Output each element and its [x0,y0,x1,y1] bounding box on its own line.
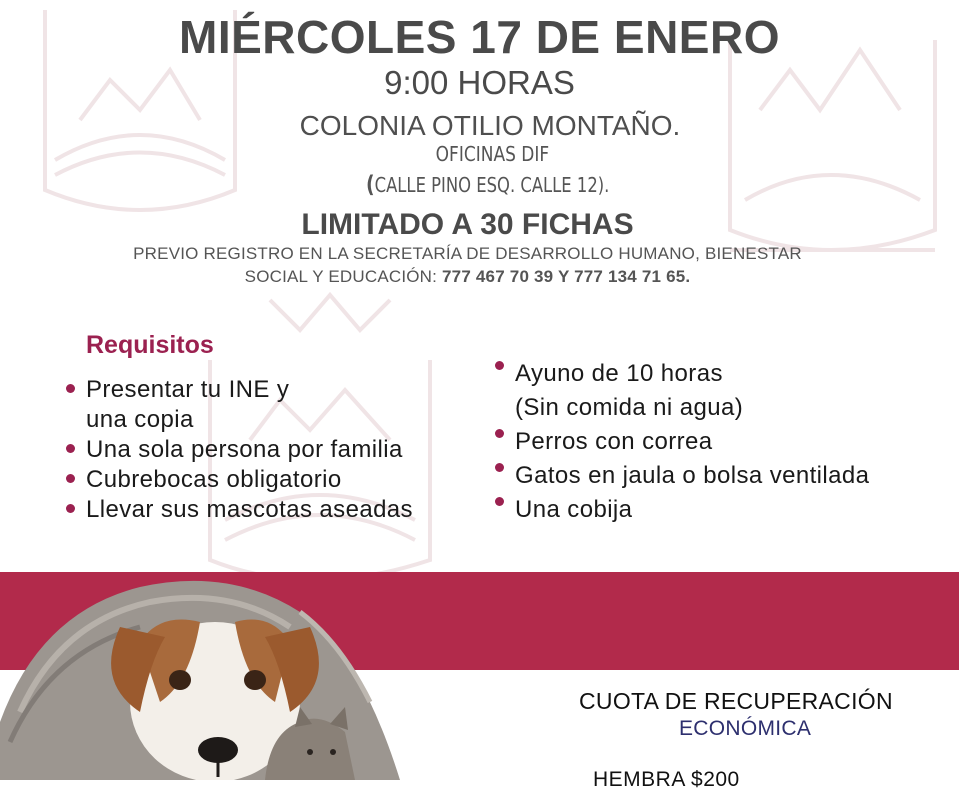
dog-and-cat-photo [0,572,470,780]
bullet-icon [495,497,504,506]
address-text: CALLE PINO ESQ. CALLE 12). [374,173,610,197]
event-office: OFICINAS DIF [435,142,550,166]
list-item [515,459,869,493]
list-item [86,495,413,525]
registration-note-prefix: SOCIAL Y EDUCACIÓN: [244,267,443,286]
requirements-left-list [86,375,413,525]
requirements-right-list [515,357,869,527]
list-item-text: una copia [86,406,194,433]
list-item [86,465,413,495]
list-item-text: Gatos en jaula o bolsa ventilada [515,462,870,489]
bullet-icon [66,474,75,483]
list-item-text: Una cobija [515,496,633,523]
event-time: 9:00 HORAS [384,64,575,101]
list-item-text: Perros con correa [515,428,713,455]
fee-title: CUOTA DE RECUPERACIÓN [579,688,893,714]
fee-subtitle: ECONÓMICA [679,717,812,740]
list-item [515,425,869,459]
event-colonia: COLONIA OTILIO MONTAÑO. [299,110,681,141]
list-item-text: Presentar tu INE y [86,376,290,403]
bullet-icon [66,444,75,453]
bullet-icon [495,429,504,438]
limit-title: LIMITADO A 30 FICHAS [301,208,634,241]
list-item [515,493,869,527]
event-date: MIÉRCOLES 17 DE ENERO [179,11,780,63]
list-item-text: Llevar sus mascotas aseadas [86,496,413,523]
list-item-text: Cubrebocas obligatorio [86,466,342,493]
bullet-icon [495,361,504,370]
phone-numbers: 777 467 70 39 Y 777 134 71 65. [442,267,691,286]
requirements-title: Requisitos [86,331,214,359]
registration-note-line2 [0,267,935,287]
list-item [86,375,413,435]
bullet-icon [66,384,75,393]
address-paren: ( [366,172,375,198]
event-address [366,172,609,198]
list-item [86,435,413,465]
bullet-icon [495,463,504,472]
list-item-text: Una sola persona por familia [86,436,403,463]
bullet-icon [66,504,75,513]
list-item-text: (Sin comida ni agua) [515,394,744,421]
registration-note-line1: PREVIO REGISTRO EN LA SECRETARÍA DE DESARROLLO HUMANO, BIENESTAR [133,244,802,263]
list-item-text: Ayuno de 10 horas [515,360,723,387]
fee-female: HEMBRA $200 [593,768,740,791]
list-item [515,357,869,425]
